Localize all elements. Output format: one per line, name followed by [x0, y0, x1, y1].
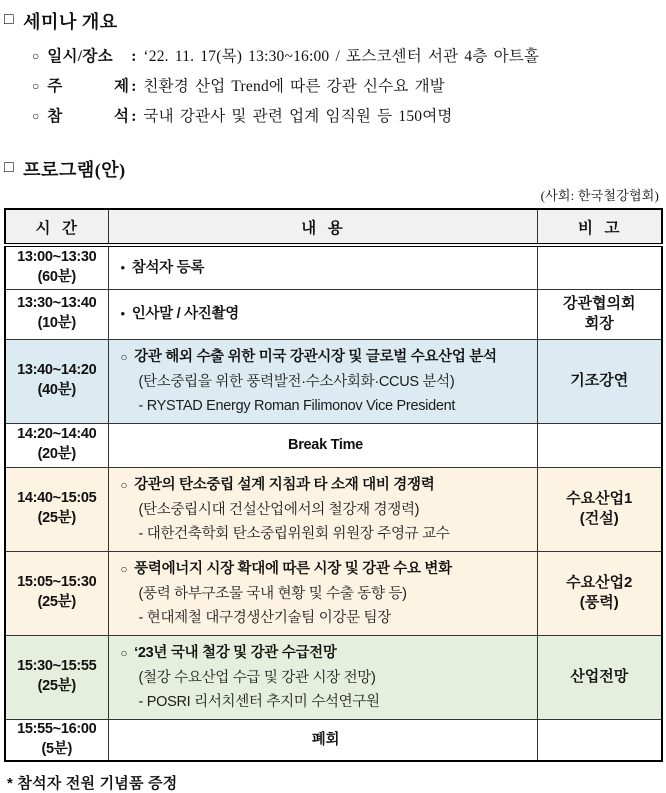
overview-items — [32, 44, 661, 134]
host-note: (사회: 한국철강협회) — [540, 188, 659, 203]
table-row-greeting — [5, 289, 662, 339]
remark-cell — [537, 423, 662, 467]
overview-item-label: 참 석 — [47, 108, 130, 125]
time-range: 15:05~15:30 — [17, 574, 97, 591]
time-range: 14:40~15:05 — [17, 490, 97, 507]
square-bullet-icon: □ — [4, 159, 15, 176]
content-line1: 강관 해외 수출 위한 미국 강관시장 및 글로벌 수요산업 분석 — [134, 348, 497, 365]
remark-cell — [537, 339, 662, 423]
square-bullet-icon: □ — [4, 11, 15, 28]
remark-line: 강관협의회 — [563, 294, 636, 312]
time-cell — [5, 339, 108, 423]
time-cell — [5, 719, 108, 761]
table-header-row — [5, 209, 662, 245]
time-duration: (5분) — [41, 740, 73, 757]
time-cell — [5, 289, 108, 339]
content-cell — [108, 245, 537, 289]
dot-bullet-icon: • — [120, 259, 125, 275]
overview-item-colon: : — [131, 78, 137, 95]
time-range: 15:30~15:55 — [17, 658, 97, 675]
content-line3: - 현대제철 대구경생산기술팀 이강문 팀장 — [138, 609, 391, 626]
table-row-break — [5, 423, 662, 467]
remark-line: 기조강연 — [570, 371, 629, 389]
overview-item-label: 일시/장소 — [47, 48, 113, 65]
content-line1: 참석자 등록 — [131, 259, 205, 276]
overview-title-text: 세미나 개요 — [23, 12, 118, 32]
remark-line: 산업전망 — [570, 667, 629, 685]
time-duration: (40분) — [37, 382, 76, 398]
content-line1: 풍력에너지 시장 확대에 따른 시장 및 강관 수요 변화 — [134, 560, 452, 577]
table-row-registration — [5, 245, 662, 289]
remark-line: (풍력) — [579, 594, 619, 611]
remark-cell — [537, 635, 662, 719]
header-remark: 비 고 — [537, 209, 662, 245]
overview-item-colon: : — [131, 108, 137, 125]
circle-bullet-icon: ○ — [32, 79, 40, 93]
time-range: 13:40~14:20 — [17, 362, 97, 379]
circle-bullet-icon: ○ — [32, 109, 40, 123]
remark-cell — [537, 551, 662, 635]
time-duration: (25분) — [37, 510, 76, 526]
header-content: 내 용 — [108, 209, 537, 245]
overview-item-value: ‘22. 11. 17(목) 13:30~16:00 / 포스코센터 서관 4층 아트홀 — [143, 48, 540, 65]
overview-item-colon: : — [131, 48, 137, 65]
time-duration: (10분) — [37, 315, 76, 331]
content-line1: 인사말 / 사진촬영 — [131, 306, 239, 322]
overview-item-attendees — [32, 104, 661, 134]
time-range: 13:30~13:40 — [17, 295, 97, 312]
header-time: 시 간 — [5, 209, 108, 245]
remark-line: 수요산업1 — [566, 489, 633, 507]
circle-bullet-icon: ○ — [120, 479, 128, 492]
overview-item-topic — [32, 74, 661, 104]
program-title-text: 프로그램(안) — [23, 160, 126, 180]
circle-bullet-icon: ○ — [32, 49, 40, 63]
time-range: 15:55~16:00 — [17, 721, 97, 738]
content-cell — [108, 467, 537, 551]
overview-item-value: 친환경 산업 Trend에 따른 강관 신수요 개발 — [143, 78, 445, 95]
circle-bullet-icon: ○ — [120, 563, 128, 576]
overview-title — [4, 8, 661, 34]
circle-bullet-icon: ○ — [120, 351, 128, 364]
remark-line: 회장 — [584, 315, 614, 332]
table-row-outlook — [5, 635, 662, 719]
content-line2: (탄소중립을 위한 풍력발전·수소사회화·CCUS 분석) — [138, 373, 455, 390]
time-cell — [5, 467, 108, 551]
circle-bullet-icon: ○ — [120, 647, 128, 660]
program-title — [4, 156, 661, 182]
remark-line: 수요산업2 — [566, 573, 633, 591]
time-range: 13:00~13:30 — [17, 249, 97, 266]
time-cell — [5, 423, 108, 467]
remark-cell — [537, 467, 662, 551]
overview-item-value: 국내 강관사 및 관련 업계 임직원 등 150여명 — [143, 108, 453, 125]
remark-cell — [537, 245, 662, 289]
time-duration: (25분) — [37, 678, 76, 694]
program-table — [4, 208, 663, 762]
remark-cell — [537, 289, 662, 339]
time-duration: (25분) — [37, 594, 76, 610]
content-line1: 강관의 탄소중립 설계 지침과 타 소재 대비 경쟁력 — [134, 476, 435, 493]
footnote: * 참석자 전원 기념품 증정 — [7, 775, 178, 792]
content-line3: - 대한건축학회 탄소중립위원회 위원장 주영규 교수 — [138, 525, 450, 542]
overview-item-datetime — [32, 44, 661, 74]
time-range: 14:20~14:40 — [17, 426, 97, 443]
time-duration: (60분) — [37, 268, 76, 285]
content-center: 폐회 — [311, 731, 340, 748]
content-cell — [108, 289, 537, 339]
table-row-keynote — [5, 339, 662, 423]
time-cell — [5, 245, 108, 289]
remark-cell — [537, 719, 662, 761]
remark-line: (건설) — [579, 510, 619, 527]
dot-bullet-icon: • — [120, 306, 125, 321]
overview-item-label: 주 제 — [47, 78, 130, 95]
content-line3: - RYSTAD Energy Roman Filimonov Vice President — [138, 397, 456, 414]
content-line1: ‘23년 국내 철강 및 강관 수급전망 — [134, 644, 337, 661]
content-cell — [108, 635, 537, 719]
content-cell — [108, 423, 537, 467]
table-row-demand2 — [5, 551, 662, 635]
time-cell — [5, 551, 108, 635]
content-cell — [108, 719, 537, 761]
time-duration: (20분) — [37, 446, 76, 462]
table-row-demand1 — [5, 467, 662, 551]
content-line2: (철강 수요산업 수급 및 강관 시장 전망) — [138, 669, 376, 686]
content-line2: (탄소중립시대 건설산업에서의 철강재 경쟁력) — [138, 501, 420, 518]
time-cell — [5, 635, 108, 719]
content-cell — [108, 551, 537, 635]
content-cell — [108, 339, 537, 423]
content-center: Break Time — [288, 437, 363, 453]
content-line3: - POSRI 리서치센터 추지미 수석연구원 — [138, 693, 380, 710]
content-line2: (풍력 하부구조물 국내 현황 및 수출 동향 등) — [138, 585, 407, 602]
table-row-closing — [5, 719, 662, 761]
